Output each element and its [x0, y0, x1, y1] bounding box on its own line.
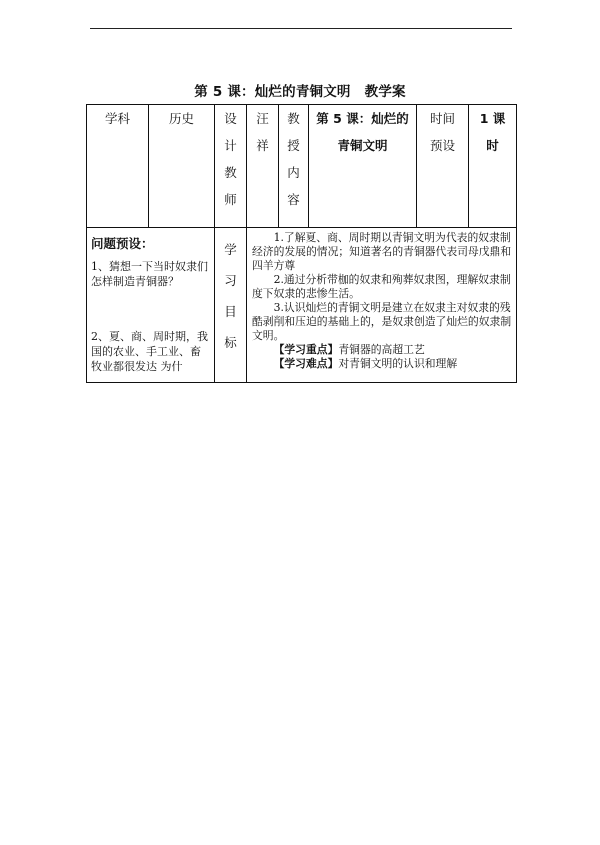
key-point-text: 青铜器的高超工艺	[338, 343, 425, 356]
content-label-cell	[279, 105, 309, 228]
header-rule	[90, 28, 512, 29]
goals-label-char: 标	[224, 335, 237, 350]
goals-label-char: 习	[224, 273, 237, 288]
time-label-line: 预设	[429, 138, 455, 153]
time-label-cell	[417, 105, 469, 228]
content-value-line: 青铜文明	[337, 138, 388, 153]
questions-cell	[87, 228, 215, 383]
content-label-char: 授	[287, 138, 300, 153]
goal-item-3: 3.认识灿烂的青铜文明是建立在奴隶主对奴隶的残酷剥削和压迫的基础上的，是奴隶创造了灿烂的奴隶制文明。	[252, 301, 512, 342]
time-label-line: 时间	[429, 111, 455, 126]
designer-name-cell	[247, 105, 279, 228]
designer-label-char: 设	[224, 111, 237, 126]
questions-title: 问题预设：	[91, 236, 154, 251]
question-1: 1、猜想一下当时奴隶们怎样制造青铜器？	[91, 260, 208, 288]
question-2: 2、夏、商、周时期，我国的农业、手工业、畜牧业都很发达 为什	[91, 330, 208, 373]
difficult-point	[252, 357, 513, 371]
page-title	[0, 80, 600, 100]
goals-label-char: 目	[224, 304, 237, 319]
body-row	[87, 228, 517, 383]
content-label-char: 容	[287, 192, 300, 207]
designer-label-cell	[215, 105, 247, 228]
lesson-plan-table	[86, 104, 517, 383]
content-label-char: 教	[287, 111, 300, 126]
page-title-suffix: 教学案	[364, 84, 406, 100]
designer-label-char: 教	[224, 165, 237, 180]
designer-name-char: 祥	[256, 138, 269, 153]
goals-label-cell	[215, 228, 247, 383]
goals-cell	[247, 228, 517, 383]
page-title-main: 第 5 课：灿烂的青铜文明	[194, 84, 351, 100]
content-label-char: 内	[287, 165, 300, 180]
subject-label-cell	[87, 105, 149, 228]
difficult-point-label: 【学习难点】	[273, 357, 339, 370]
content-value-cell	[309, 105, 417, 228]
key-point-label: 【学习重点】	[273, 343, 339, 356]
designer-name-char: 汪	[256, 111, 269, 126]
difficult-point-text: 对青铜文明的认识和理解	[338, 357, 458, 370]
key-point	[252, 343, 513, 357]
goal-item-2: 2.通过分析带枷的奴隶和殉葬奴隶图，理解奴隶制度下奴隶的悲惨生活。	[252, 273, 511, 300]
subject-value: 历史	[168, 111, 194, 126]
designer-label-char: 师	[224, 192, 237, 207]
goal-item-1: 1.了解夏、商、周时期以青铜文明为代表的奴隶制经济的发展的情况；知道著名的青铜器代表司母戊鼎和四羊方尊	[252, 231, 512, 272]
goals-label-char: 学	[224, 242, 237, 257]
content-value-line: 第 5 课：灿烂的	[316, 111, 409, 126]
time-value-line: 1 课	[479, 111, 506, 126]
designer-label-char: 计	[224, 138, 237, 153]
time-value-cell	[469, 105, 517, 228]
header-row	[87, 105, 517, 228]
subject-label: 学科	[104, 111, 130, 126]
subject-value-cell	[149, 105, 215, 228]
time-value-line: 时	[486, 138, 499, 153]
